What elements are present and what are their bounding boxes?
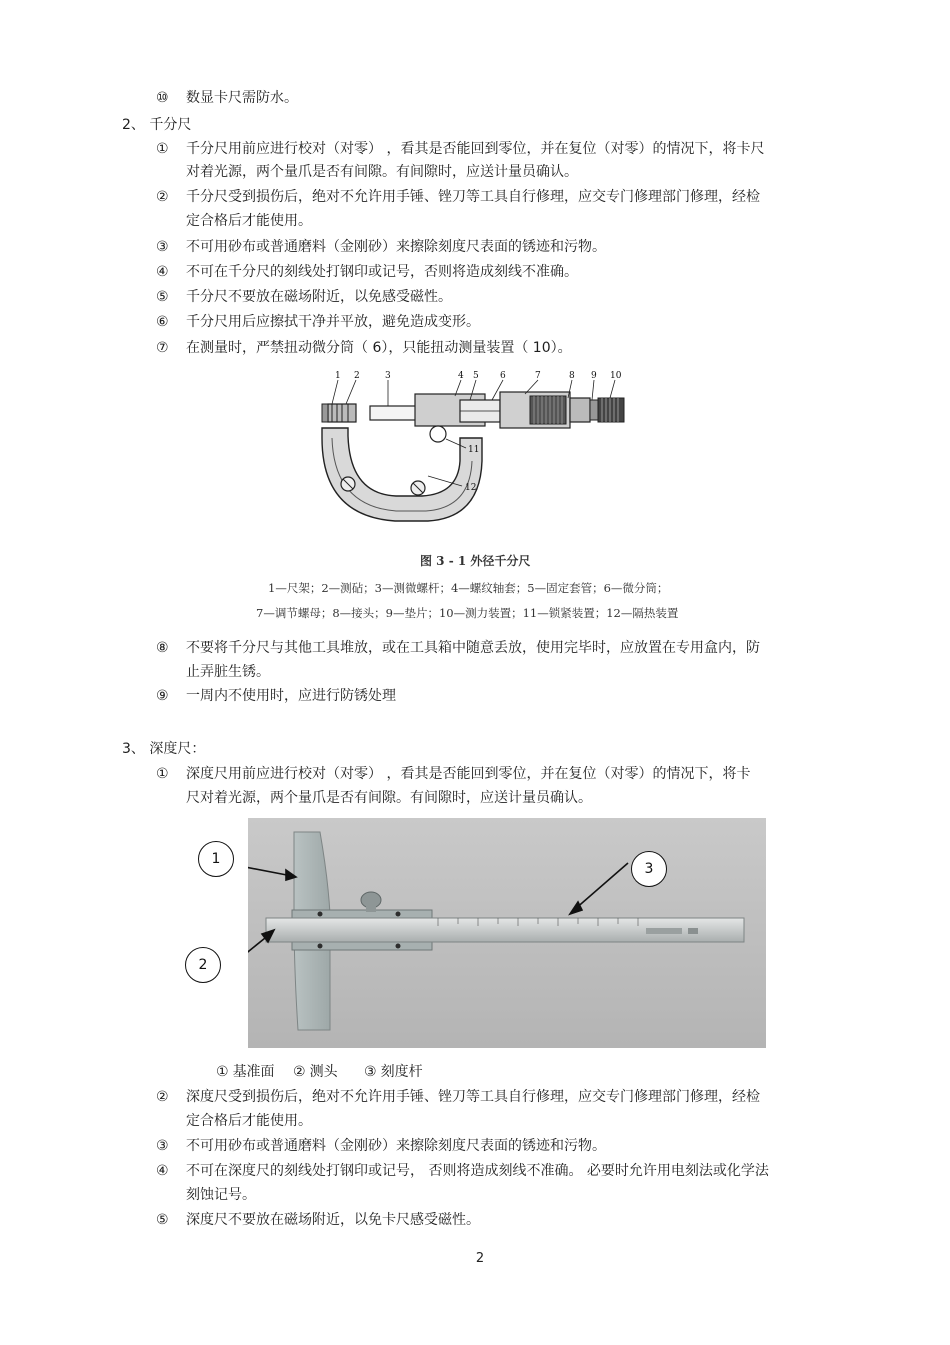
item-marker: ② xyxy=(156,1089,169,1105)
legend-marker: ① xyxy=(216,1064,229,1080)
legend-marker: ③ xyxy=(364,1064,377,1080)
item-text: 深度尺用前应进行校对（对零） ，看其是否能回到零位，并在复位（对零）的情况下，将卡 xyxy=(186,766,751,782)
figure-caption: 7—调节螺母；8—接头；9—垫片；10—测力装置；11—锁紧装置；12—隔热装置 xyxy=(256,606,679,620)
part-label: 7 xyxy=(535,371,541,381)
item-marker: ⑨ xyxy=(156,688,169,704)
micrometer-diagram xyxy=(310,366,650,536)
item-text: 止弄脏生锈。 xyxy=(186,664,270,680)
part-label: 4 xyxy=(458,371,464,381)
item-marker: ④ xyxy=(156,264,169,280)
item-text: 不可用砂布或普通磨料（金刚砂）来擦除刻度尺表面的锈迹和污物。 xyxy=(186,1138,606,1154)
item-marker: ③ xyxy=(156,1138,169,1154)
part-label: 1 xyxy=(335,371,341,381)
item-text: 不要将千分尺与其他工具堆放，或在工具箱中随意丢放，使用完毕时，应放置在专用盒内，防 xyxy=(186,640,760,656)
item-marker: ④ xyxy=(156,1163,169,1179)
item-text: 定合格后才能使用。 xyxy=(186,1113,312,1129)
item-text: 不可在千分尺的刻线处打钢印或记号，否则将造成刻线不准确。 xyxy=(186,264,578,280)
item-text: 千分尺不要放在磁场附近，以免感受磁性。 xyxy=(186,289,452,305)
item-text: 定合格后才能使用。 xyxy=(186,213,312,229)
depth-gauge-photo xyxy=(248,818,766,1048)
item-text: 深度尺不要放在磁场附近，以免卡尺感受磁性。 xyxy=(186,1212,480,1228)
part-label: 9 xyxy=(591,371,597,381)
item-marker: ⑤ xyxy=(156,1212,169,1228)
callout-1: 1 xyxy=(198,841,234,877)
item-text: 一周内不使用时，应进行防锈处理 xyxy=(186,688,396,704)
item-text: 千分尺受到损伤后，绝对不允许用手锤、锉刀等工具自行修理，应交专门修理部门修理，经检 xyxy=(186,189,760,205)
part-label: 3 xyxy=(385,371,391,381)
item-marker: ⑦ xyxy=(156,340,169,356)
legend-label: 基准面 xyxy=(232,1064,275,1080)
item-text: 数显卡尺需防水。 xyxy=(186,90,298,106)
item-marker: ⑧ xyxy=(156,640,169,656)
part-label: 2 xyxy=(354,371,360,381)
item-marker: ⑩ xyxy=(156,90,169,106)
figure-caption: 1—尺架；2—测砧；3—测微螺杆；4—螺纹轴套；5—固定套管；6—微分筒； xyxy=(268,581,669,595)
section-heading-depth-gauge: 3、 深度尺： xyxy=(122,741,206,757)
item-marker: ⑥ xyxy=(156,314,169,330)
item-text: 千分尺用前应进行校对（对零） ，看其是否能回到零位，并在复位（对零）的情况下，将卡尺 xyxy=(186,141,765,157)
legend-marker: ② xyxy=(293,1064,306,1080)
item-text: 对着光源，两个量爪是否有间隙。有间隙时，应送计量员确认。 xyxy=(186,164,578,180)
callout-2: 2 xyxy=(185,947,221,983)
item-text: 不可在深度尺的刻线处打钢印或记号， 否则将造成刻线不准确。 必要时允许用电刻法或化学法 xyxy=(186,1163,769,1179)
item-text: 不可用砂布或普通磨料（金刚砂）来擦除刻度尺表面的锈迹和污物。 xyxy=(186,239,606,255)
page-number: 2 xyxy=(475,1251,485,1266)
part-label: 11 xyxy=(468,445,480,455)
part-label: 12 xyxy=(465,483,477,493)
legend-label: 测头 xyxy=(309,1064,338,1080)
legend-label: 刻度杆 xyxy=(380,1064,423,1080)
section-heading-micrometer: 2、 千分尺 xyxy=(122,117,192,133)
photo-legend xyxy=(216,1062,427,1082)
part-label: 5 xyxy=(473,371,479,381)
part-label: 6 xyxy=(500,371,506,381)
item-text: 在测量时，严禁扭动微分筒（ 6），只能扭动测量装置（ 10）。 xyxy=(186,340,572,356)
part-label: 8 xyxy=(569,371,575,381)
item-marker: ⑤ xyxy=(156,289,169,305)
item-marker: ② xyxy=(156,189,169,205)
item-text: 深度尺受到损伤后，绝对不允许用手锤、锉刀等工具自行修理，应交专门修理部门修理，经检 xyxy=(186,1089,760,1105)
part-label: 10 xyxy=(610,371,622,381)
figure-title: 图 3 - 1 外径千分尺 xyxy=(420,554,531,568)
item-text: 尺对着光源，两个量爪是否有间隙。有间隙时，应送计量员确认。 xyxy=(186,790,592,806)
item-text: 刻蚀记号。 xyxy=(186,1187,256,1203)
item-marker: ③ xyxy=(156,239,169,255)
item-text: 千分尺用后应擦拭干净并平放，避免造成变形。 xyxy=(186,314,480,330)
item-marker: ① xyxy=(156,766,169,782)
item-marker: ① xyxy=(156,141,169,157)
callout-3: 3 xyxy=(631,851,667,887)
